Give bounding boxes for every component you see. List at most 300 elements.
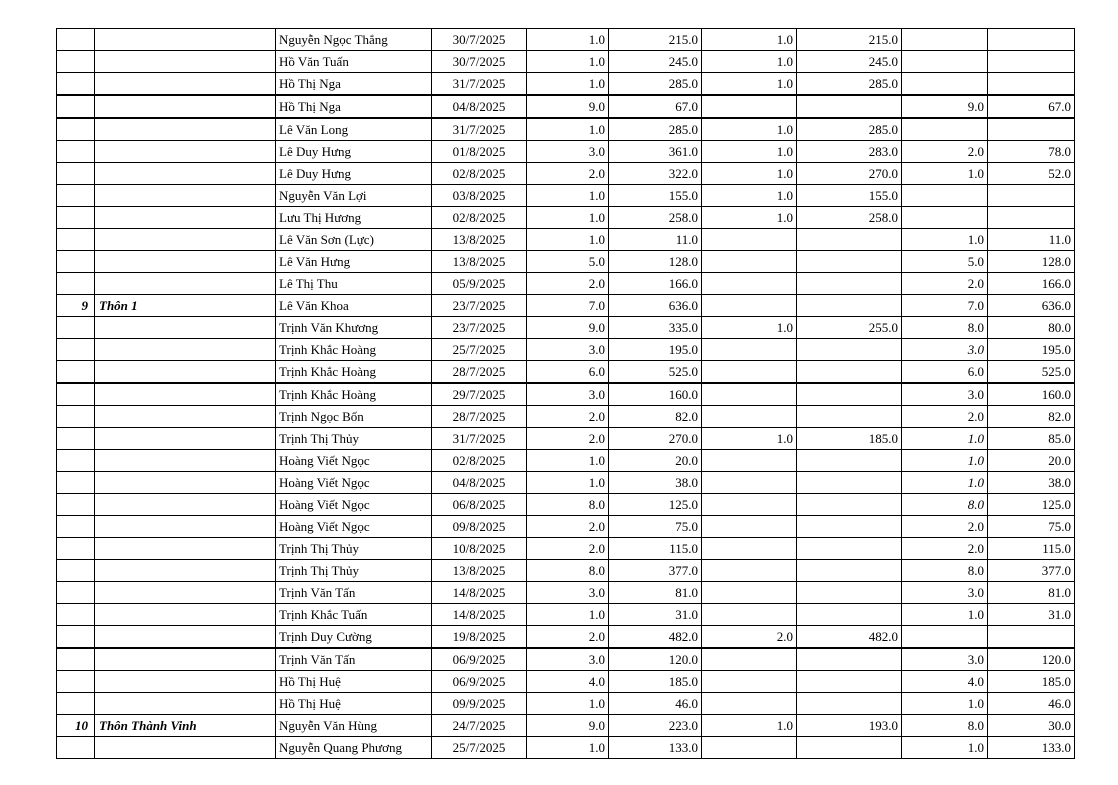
group-cell: [95, 51, 276, 73]
date-cell: 13/8/2025: [432, 229, 527, 251]
table-row: [57, 693, 1075, 715]
row-number: [57, 406, 95, 428]
count-a-cell: 2.0: [702, 626, 797, 649]
count-b-cell: 3.0: [902, 582, 988, 604]
table-row: [57, 317, 1075, 339]
amount-a-cell: 283.0: [797, 141, 902, 163]
group-cell: [95, 361, 276, 384]
total-count-cell: 8.0: [527, 560, 609, 582]
amount-b-cell: 115.0: [988, 538, 1075, 560]
count-b-cell: 2.0: [902, 406, 988, 428]
group-cell: [95, 428, 276, 450]
date-cell: 25/7/2025: [432, 737, 527, 759]
count-a-cell: 1.0: [702, 29, 797, 51]
name-cell: Hồ Thị Huệ: [276, 671, 432, 693]
amount-a-cell: [797, 494, 902, 516]
count-b-cell: 7.0: [902, 295, 988, 317]
total-amount-cell: 185.0: [609, 671, 702, 693]
count-b-cell: 1.0: [902, 163, 988, 185]
total-amount-cell: 482.0: [609, 626, 702, 649]
group-cell: Thôn Thành Vinh: [95, 715, 276, 737]
date-cell: 19/8/2025: [432, 626, 527, 649]
count-a-cell: [702, 295, 797, 317]
group-cell: [95, 73, 276, 96]
row-number: [57, 450, 95, 472]
name-cell: Lê Duy Hưng: [276, 163, 432, 185]
name-cell: Trịnh Khắc Hoàng: [276, 383, 432, 406]
name-cell: Hoàng Viết Ngọc: [276, 472, 432, 494]
count-a-cell: 1.0: [702, 163, 797, 185]
table-row: [57, 95, 1075, 118]
total-amount-cell: 636.0: [609, 295, 702, 317]
table-row: [57, 141, 1075, 163]
row-number: [57, 51, 95, 73]
name-cell: Nguyễn Quang Phương: [276, 737, 432, 759]
date-cell: 28/7/2025: [432, 361, 527, 384]
total-count-cell: 2.0: [527, 516, 609, 538]
total-count-cell: 1.0: [527, 185, 609, 207]
total-amount-cell: 215.0: [609, 29, 702, 51]
total-count-cell: 1.0: [527, 118, 609, 141]
amount-b-cell: 125.0: [988, 494, 1075, 516]
date-cell: 09/9/2025: [432, 693, 527, 715]
table-body: [57, 29, 1075, 759]
total-count-cell: 9.0: [527, 95, 609, 118]
date-cell: 13/8/2025: [432, 251, 527, 273]
count-a-cell: [702, 538, 797, 560]
count-a-cell: 1.0: [702, 141, 797, 163]
name-cell: Lê Văn Long: [276, 118, 432, 141]
amount-a-cell: 285.0: [797, 73, 902, 96]
amount-b-cell: 81.0: [988, 582, 1075, 604]
row-number: [57, 229, 95, 251]
amount-b-cell: [988, 73, 1075, 96]
count-b-cell: 1.0: [902, 604, 988, 626]
name-cell: Trịnh Văn Tấn: [276, 582, 432, 604]
total-amount-cell: 166.0: [609, 273, 702, 295]
group-cell: [95, 538, 276, 560]
count-a-cell: [702, 648, 797, 671]
amount-b-cell: 636.0: [988, 295, 1075, 317]
name-cell: Hoàng Viết Ngọc: [276, 494, 432, 516]
total-count-cell: 1.0: [527, 207, 609, 229]
name-cell: Lê Thị Thu: [276, 273, 432, 295]
count-a-cell: 1.0: [702, 51, 797, 73]
amount-b-cell: [988, 626, 1075, 649]
count-b-cell: 9.0: [902, 95, 988, 118]
row-number: [57, 361, 95, 384]
total-amount-cell: 115.0: [609, 538, 702, 560]
count-b-cell: 1.0: [902, 450, 988, 472]
date-cell: 02/8/2025: [432, 450, 527, 472]
row-number: [57, 538, 95, 560]
group-cell: [95, 383, 276, 406]
total-count-cell: 1.0: [527, 51, 609, 73]
total-amount-cell: 322.0: [609, 163, 702, 185]
total-amount-cell: 133.0: [609, 737, 702, 759]
amount-b-cell: 185.0: [988, 671, 1075, 693]
total-count-cell: 3.0: [527, 141, 609, 163]
row-number: [57, 118, 95, 141]
row-number: [57, 472, 95, 494]
row-number: [57, 516, 95, 538]
amount-b-cell: 133.0: [988, 737, 1075, 759]
date-cell: 06/8/2025: [432, 494, 527, 516]
row-number: [57, 185, 95, 207]
count-b-cell: [902, 118, 988, 141]
count-b-cell: 1.0: [902, 737, 988, 759]
row-number: [57, 693, 95, 715]
row-number: [57, 29, 95, 51]
count-b-cell: 1.0: [902, 472, 988, 494]
date-cell: 31/7/2025: [432, 118, 527, 141]
date-cell: 31/7/2025: [432, 73, 527, 96]
date-cell: 06/9/2025: [432, 648, 527, 671]
amount-b-cell: 195.0: [988, 339, 1075, 361]
total-amount-cell: 525.0: [609, 361, 702, 384]
group-cell: [95, 317, 276, 339]
count-a-cell: [702, 604, 797, 626]
group-cell: [95, 29, 276, 51]
row-number: [57, 737, 95, 759]
amount-a-cell: [797, 229, 902, 251]
count-b-cell: 2.0: [902, 141, 988, 163]
amount-b-cell: 46.0: [988, 693, 1075, 715]
table-row: [57, 406, 1075, 428]
table-row: [57, 29, 1075, 51]
amount-b-cell: [988, 29, 1075, 51]
name-cell: Trịnh Thị Thủy: [276, 538, 432, 560]
table-row: [57, 450, 1075, 472]
amount-a-cell: [797, 582, 902, 604]
total-amount-cell: 67.0: [609, 95, 702, 118]
amount-b-cell: 20.0: [988, 450, 1075, 472]
amount-a-cell: [797, 648, 902, 671]
amount-a-cell: 193.0: [797, 715, 902, 737]
total-count-cell: 1.0: [527, 737, 609, 759]
name-cell: Hồ Thị Huệ: [276, 693, 432, 715]
date-cell: 05/9/2025: [432, 273, 527, 295]
table-row: [57, 185, 1075, 207]
name-cell: Hồ Thị Nga: [276, 73, 432, 96]
row-number: [57, 648, 95, 671]
amount-b-cell: [988, 51, 1075, 73]
count-a-cell: [702, 273, 797, 295]
table-row: [57, 604, 1075, 626]
total-count-cell: 1.0: [527, 229, 609, 251]
amount-a-cell: [797, 472, 902, 494]
table-row: [57, 648, 1075, 671]
name-cell: Trịnh Thị Thủy: [276, 428, 432, 450]
amount-a-cell: [797, 273, 902, 295]
total-amount-cell: 155.0: [609, 185, 702, 207]
total-amount-cell: 223.0: [609, 715, 702, 737]
total-count-cell: 3.0: [527, 339, 609, 361]
amount-a-cell: 258.0: [797, 207, 902, 229]
table-row: [57, 51, 1075, 73]
amount-a-cell: [797, 295, 902, 317]
amount-a-cell: 185.0: [797, 428, 902, 450]
row-number: [57, 339, 95, 361]
name-cell: Trịnh Văn Khương: [276, 317, 432, 339]
table-row: [57, 251, 1075, 273]
count-a-cell: 1.0: [702, 118, 797, 141]
total-count-cell: 2.0: [527, 273, 609, 295]
total-count-cell: 4.0: [527, 671, 609, 693]
amount-a-cell: [797, 560, 902, 582]
table-row: [57, 516, 1075, 538]
amount-b-cell: 85.0: [988, 428, 1075, 450]
row-number: [57, 73, 95, 96]
count-a-cell: [702, 472, 797, 494]
table-row: [57, 626, 1075, 649]
amount-a-cell: [797, 251, 902, 273]
name-cell: Lê Văn Khoa: [276, 295, 432, 317]
row-number: [57, 428, 95, 450]
row-number: [57, 207, 95, 229]
amount-b-cell: 377.0: [988, 560, 1075, 582]
count-a-cell: [702, 229, 797, 251]
amount-a-cell: 482.0: [797, 626, 902, 649]
total-amount-cell: 46.0: [609, 693, 702, 715]
name-cell: Trịnh Khắc Tuấn: [276, 604, 432, 626]
name-cell: Trịnh Văn Tấn: [276, 648, 432, 671]
total-count-cell: 3.0: [527, 383, 609, 406]
table-row: [57, 295, 1075, 317]
count-b-cell: [902, 207, 988, 229]
date-cell: 29/7/2025: [432, 383, 527, 406]
group-cell: Thôn 1: [95, 295, 276, 317]
count-a-cell: 1.0: [702, 317, 797, 339]
name-cell: Trịnh Khắc Hoàng: [276, 361, 432, 384]
date-cell: 02/8/2025: [432, 207, 527, 229]
amount-a-cell: [797, 361, 902, 384]
date-cell: 01/8/2025: [432, 141, 527, 163]
total-count-cell: 9.0: [527, 715, 609, 737]
group-cell: [95, 494, 276, 516]
row-number: [57, 604, 95, 626]
amount-a-cell: [797, 604, 902, 626]
amount-a-cell: 270.0: [797, 163, 902, 185]
amount-a-cell: 245.0: [797, 51, 902, 73]
name-cell: Trịnh Thị Thủy: [276, 560, 432, 582]
table-row: [57, 428, 1075, 450]
table-row: [57, 715, 1075, 737]
amount-a-cell: 255.0: [797, 317, 902, 339]
row-number: [57, 494, 95, 516]
row-number: [57, 582, 95, 604]
count-b-cell: [902, 73, 988, 96]
name-cell: Hoàng Viết Ngọc: [276, 450, 432, 472]
count-a-cell: [702, 516, 797, 538]
name-cell: Hoàng Viết Ngọc: [276, 516, 432, 538]
count-b-cell: [902, 29, 988, 51]
row-number: [57, 95, 95, 118]
date-cell: 14/8/2025: [432, 604, 527, 626]
total-count-cell: 2.0: [527, 626, 609, 649]
amount-b-cell: 78.0: [988, 141, 1075, 163]
total-count-cell: 1.0: [527, 472, 609, 494]
count-b-cell: 3.0: [902, 383, 988, 406]
group-cell: [95, 560, 276, 582]
total-amount-cell: 31.0: [609, 604, 702, 626]
table-row: [57, 163, 1075, 185]
group-cell: [95, 273, 276, 295]
count-a-cell: [702, 737, 797, 759]
name-cell: Lê Văn Hưng: [276, 251, 432, 273]
date-cell: 06/9/2025: [432, 671, 527, 693]
total-count-cell: 9.0: [527, 317, 609, 339]
table-row: [57, 73, 1075, 96]
amount-b-cell: 525.0: [988, 361, 1075, 384]
amount-b-cell: 128.0: [988, 251, 1075, 273]
name-cell: Nguyễn Văn Hùng: [276, 715, 432, 737]
amount-a-cell: [797, 671, 902, 693]
amount-a-cell: [797, 737, 902, 759]
total-amount-cell: 11.0: [609, 229, 702, 251]
amount-b-cell: 31.0: [988, 604, 1075, 626]
total-count-cell: 2.0: [527, 428, 609, 450]
date-cell: 02/8/2025: [432, 163, 527, 185]
total-amount-cell: 195.0: [609, 339, 702, 361]
amount-b-cell: 82.0: [988, 406, 1075, 428]
data-table: [56, 28, 1075, 759]
date-cell: 09/8/2025: [432, 516, 527, 538]
amount-a-cell: 155.0: [797, 185, 902, 207]
total-amount-cell: 270.0: [609, 428, 702, 450]
group-cell: [95, 472, 276, 494]
row-number: [57, 317, 95, 339]
amount-a-cell: [797, 516, 902, 538]
count-a-cell: [702, 450, 797, 472]
group-cell: [95, 251, 276, 273]
total-count-cell: 2.0: [527, 163, 609, 185]
table-row: [57, 737, 1075, 759]
count-a-cell: [702, 95, 797, 118]
date-cell: 23/7/2025: [432, 295, 527, 317]
total-amount-cell: 125.0: [609, 494, 702, 516]
count-a-cell: [702, 494, 797, 516]
date-cell: 30/7/2025: [432, 29, 527, 51]
amount-a-cell: [797, 450, 902, 472]
group-cell: [95, 648, 276, 671]
count-a-cell: [702, 582, 797, 604]
count-a-cell: 1.0: [702, 73, 797, 96]
count-a-cell: [702, 383, 797, 406]
table-row: [57, 207, 1075, 229]
amount-b-cell: 80.0: [988, 317, 1075, 339]
amount-a-cell: [797, 538, 902, 560]
total-amount-cell: 245.0: [609, 51, 702, 73]
group-cell: [95, 118, 276, 141]
table-row: [57, 560, 1075, 582]
amount-b-cell: 120.0: [988, 648, 1075, 671]
total-amount-cell: 285.0: [609, 73, 702, 96]
count-b-cell: 2.0: [902, 273, 988, 295]
count-b-cell: 8.0: [902, 317, 988, 339]
total-amount-cell: 38.0: [609, 472, 702, 494]
total-amount-cell: 377.0: [609, 560, 702, 582]
row-number: 10: [57, 715, 95, 737]
row-number: [57, 273, 95, 295]
count-b-cell: 8.0: [902, 494, 988, 516]
date-cell: 24/7/2025: [432, 715, 527, 737]
table-row: [57, 494, 1075, 516]
count-a-cell: 1.0: [702, 207, 797, 229]
total-amount-cell: 75.0: [609, 516, 702, 538]
table-row: [57, 538, 1075, 560]
name-cell: Lê Văn Sơn (Lực): [276, 229, 432, 251]
group-cell: [95, 693, 276, 715]
table-row: [57, 472, 1075, 494]
row-number: [57, 626, 95, 649]
total-count-cell: 5.0: [527, 251, 609, 273]
total-count-cell: 1.0: [527, 604, 609, 626]
total-amount-cell: 335.0: [609, 317, 702, 339]
table-row: [57, 339, 1075, 361]
group-cell: [95, 582, 276, 604]
count-a-cell: [702, 560, 797, 582]
amount-b-cell: 166.0: [988, 273, 1075, 295]
group-cell: [95, 604, 276, 626]
name-cell: Nguyễn Ngọc Thắng: [276, 29, 432, 51]
row-number: [57, 671, 95, 693]
table-row: [57, 118, 1075, 141]
date-cell: 30/7/2025: [432, 51, 527, 73]
date-cell: 23/7/2025: [432, 317, 527, 339]
table-row: [57, 671, 1075, 693]
total-count-cell: 3.0: [527, 582, 609, 604]
row-number: [57, 141, 95, 163]
total-amount-cell: 20.0: [609, 450, 702, 472]
group-cell: [95, 163, 276, 185]
amount-a-cell: [797, 383, 902, 406]
count-a-cell: 1.0: [702, 715, 797, 737]
total-count-cell: 2.0: [527, 538, 609, 560]
count-a-cell: [702, 693, 797, 715]
date-cell: 10/8/2025: [432, 538, 527, 560]
group-cell: [95, 516, 276, 538]
total-count-cell: 3.0: [527, 648, 609, 671]
total-amount-cell: 160.0: [609, 383, 702, 406]
count-a-cell: [702, 406, 797, 428]
table-row: [57, 273, 1075, 295]
group-cell: [95, 229, 276, 251]
group-cell: [95, 185, 276, 207]
date-cell: 25/7/2025: [432, 339, 527, 361]
amount-b-cell: 11.0: [988, 229, 1075, 251]
amount-b-cell: 30.0: [988, 715, 1075, 737]
count-a-cell: [702, 361, 797, 384]
count-b-cell: [902, 185, 988, 207]
date-cell: 31/7/2025: [432, 428, 527, 450]
total-amount-cell: 82.0: [609, 406, 702, 428]
group-cell: [95, 207, 276, 229]
amount-a-cell: 285.0: [797, 118, 902, 141]
count-b-cell: 6.0: [902, 361, 988, 384]
table-row: [57, 582, 1075, 604]
amount-b-cell: 160.0: [988, 383, 1075, 406]
group-cell: [95, 339, 276, 361]
count-b-cell: 1.0: [902, 229, 988, 251]
name-cell: Lưu Thị Hương: [276, 207, 432, 229]
row-number: [57, 560, 95, 582]
name-cell: Nguyễn Văn Lợi: [276, 185, 432, 207]
total-amount-cell: 258.0: [609, 207, 702, 229]
amount-b-cell: [988, 118, 1075, 141]
date-cell: 14/8/2025: [432, 582, 527, 604]
count-a-cell: [702, 251, 797, 273]
